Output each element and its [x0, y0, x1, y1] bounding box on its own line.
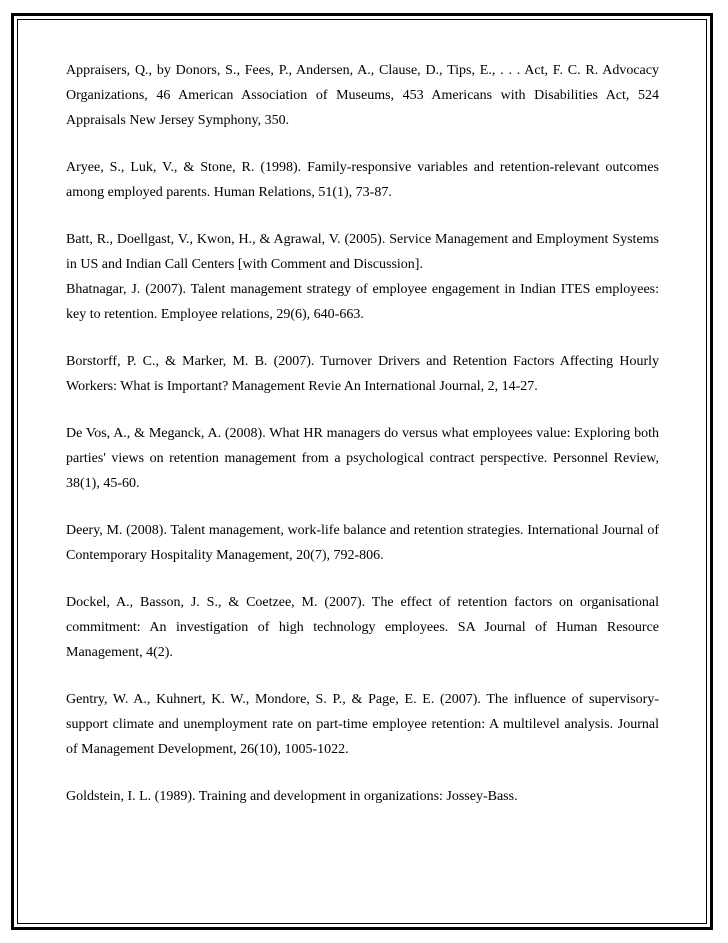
reference-entry: Gentry, W. A., Kuhnert, K. W., Mondore, S. P., & Page, E. E. (2007). The influence of supervisory-support climate and unemployment rate on part-time employee retention: A multilevel analysis. Journal of Management Development, 26(10), 1005-1022.: [66, 692, 659, 757]
reference-entry: De Vos, A., & Meganck, A. (2008). What HR managers do versus what employees value: Exploring both parties' views on retention management from a psychological contract perspective. Personnel Review, 38(1), 45-60.: [66, 426, 659, 491]
reference-entry: Aryee, S., Luk, V., & Stone, R. (1998). Family-responsive variables and retention-relevant outcomes among employed parents. Human Relations, 51(1), 73-87.: [66, 160, 659, 200]
reference-entry: Dockel, A., Basson, J. S., & Coetzee, M. (2007). The effect of retention factors on organisational commitment: An investigation of high technology employees. SA Journal of Human Resource Management, 4(2).: [66, 595, 659, 660]
reference-entry: Appraisers, Q., by Donors, S., Fees, P., Andersen, A., Clause, D., Tips, E., . . . Act, F. C. R. Advocacy Organizations, 46 American Association of Museums, 453 Americans with Disabilities Act, 524 Appraisals New Jersey Symphony, 350.: [66, 63, 659, 128]
reference-list: [66, 58, 659, 831]
reference-entry: Goldstein, I. L. (1989). Training and development in organizations: Jossey-Bass.: [66, 789, 518, 804]
reference-entry: Borstorff, P. C., & Marker, M. B. (2007). Turnover Drivers and Retention Factors Affecting Hourly Workers: What is Important? Management Revie An International Journal, 2, 14-27.: [66, 354, 659, 394]
reference-entry: Bhatnagar, J. (2007). Talent management strategy of employee engagement in Indian ITES employees: key to retention. Employee relations, 29(6), 640-663.: [66, 282, 659, 322]
reference-entry: Deery, M. (2008). Talent management, work-life balance and retention strategies. International Journal of Contemporary Hospitality Management, 20(7), 792-806.: [66, 523, 659, 563]
reference-entry: Batt, R., Doellgast, V., Kwon, H., & Agrawal, V. (2005). Service Management and Employment Systems in US and Indian Call Centers [with Comment and Discussion].: [66, 232, 659, 272]
